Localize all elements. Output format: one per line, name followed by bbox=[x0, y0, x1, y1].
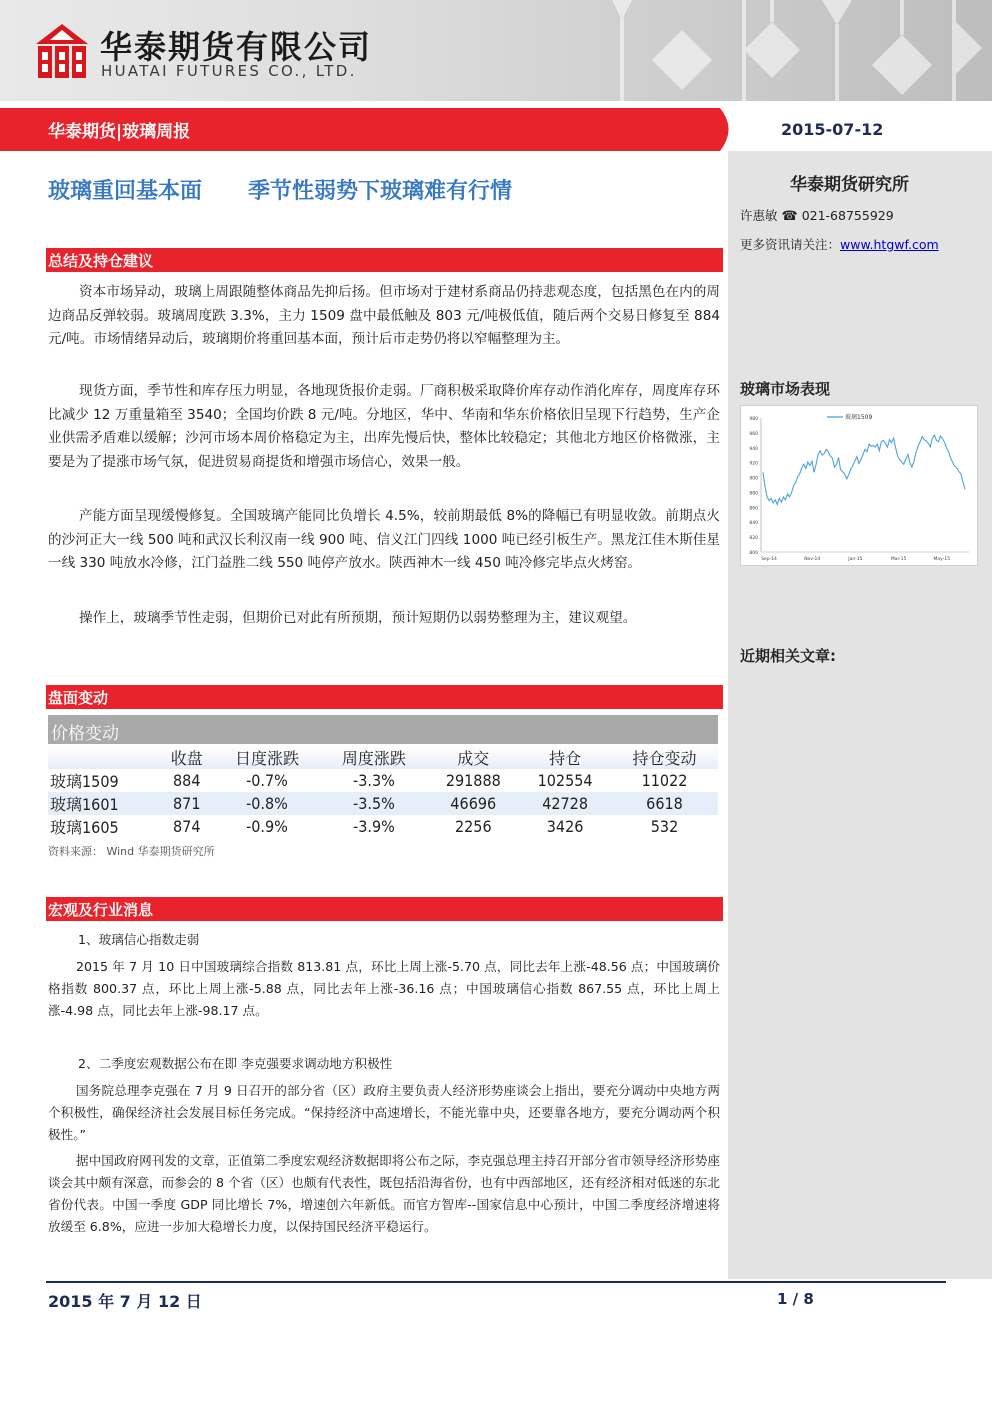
report-date: 2015-07-12 bbox=[781, 120, 884, 139]
company-name-cn: 华泰期货有限公司 bbox=[100, 28, 373, 66]
page-number: 1 / 8 bbox=[777, 1290, 814, 1308]
table-cell: 11022 bbox=[641, 771, 688, 790]
x-tick-label: Jan-15 bbox=[848, 557, 863, 562]
column-header: 日度涨跌 bbox=[213, 745, 320, 769]
y-tick-label: 880 bbox=[749, 491, 758, 497]
summary-heading: 总结及持仓建议 bbox=[48, 252, 154, 270]
column-header: 持仓 bbox=[519, 745, 611, 769]
header-decoration bbox=[572, 0, 992, 101]
news-title: 1、玻璃信心指数走弱 bbox=[78, 932, 200, 947]
summary-paragraph: 操作上，玻璃季节性走弱，但期价已对此有所预期，预计短期仍以弱势整理为主，建议观望。 bbox=[79, 610, 637, 626]
table-cell: 871 bbox=[160, 792, 213, 815]
analyst-phone: 021-68755929 bbox=[801, 208, 894, 223]
report-title: 华泰期货|玻璃周报 bbox=[48, 122, 191, 142]
y-tick-label: 800 bbox=[749, 551, 758, 556]
series-line bbox=[763, 435, 965, 504]
price-chart-svg bbox=[741, 406, 977, 565]
news-title: 2、二季度宏观数据公布在即 李克强要求调动地方积极性 bbox=[78, 1056, 393, 1071]
table-cell: 884 bbox=[173, 771, 201, 790]
y-tick-label: 920 bbox=[749, 461, 758, 467]
phone-icon: ☎ bbox=[781, 209, 798, 224]
market-performance-heading: 玻璃市场表现 bbox=[740, 380, 831, 398]
x-tick-label: Nov-14 bbox=[804, 557, 821, 562]
footer-divider bbox=[46, 1281, 946, 1283]
table-cell: -3.5% bbox=[320, 792, 427, 815]
website-link[interactable]: www.htgwf.com bbox=[840, 237, 939, 252]
table-cell: 291888 bbox=[445, 771, 501, 790]
table-source: 资料来源： Wind 华泰期货研究所 bbox=[48, 845, 215, 858]
table-cell: -3.9% bbox=[353, 817, 395, 836]
y-tick-label: 860 bbox=[749, 506, 758, 512]
table-cell: -0.7% bbox=[246, 771, 288, 790]
sidebar bbox=[728, 151, 992, 1279]
table-cell: 玻璃1509 bbox=[50, 772, 119, 791]
related-articles-heading: 近期相关文章: bbox=[740, 647, 836, 665]
column-header: 周度涨跌 bbox=[320, 745, 427, 769]
column-header bbox=[48, 745, 160, 769]
analyst-contact bbox=[740, 206, 894, 224]
summary-paragraph: 现货方面，季节性和库存压力明显，各地现货报价走弱。厂商积极采取降价库存动作消化库存，周度库存环比减少 12 万重量箱至 3540；全国均价跌 8 元/吨。分地区，华中、华南和华东价格依旧呈现下行趋势，生产企业供需矛盾难以缓解；沙河市场本周价格稳定为主，出库先慢后快，整体比较稳定；其他北方地区价格微涨，主要是为了提涨市场气氛，促进贸易商提货和增强市场信心，效果一般。 bbox=[48, 383, 720, 470]
summary-section-bar bbox=[46, 248, 723, 272]
table-cell: 6618 bbox=[611, 792, 718, 815]
price-chart bbox=[740, 405, 978, 566]
y-tick-label: 840 bbox=[749, 521, 758, 527]
news-heading: 宏观及行业消息 bbox=[48, 901, 154, 919]
table-row bbox=[48, 769, 718, 792]
table-cell: 2256 bbox=[454, 817, 492, 836]
price-table-title-bar bbox=[48, 715, 718, 744]
y-tick-label: 900 bbox=[749, 476, 758, 482]
table-cell: 874 bbox=[173, 817, 201, 836]
page-title bbox=[48, 174, 512, 205]
more-info-label: 更多资讯请关注： bbox=[740, 237, 841, 252]
y-tick-label: 820 bbox=[749, 536, 758, 542]
y-tick-label: 980 bbox=[749, 417, 758, 422]
market-section-bar bbox=[46, 685, 723, 709]
price-table-title: 价格变动 bbox=[51, 724, 119, 744]
table-cell: 42728 bbox=[519, 792, 611, 815]
table-cell: 玻璃1605 bbox=[50, 818, 119, 837]
table-row bbox=[48, 815, 718, 838]
x-tick-label: May-15 bbox=[933, 557, 951, 562]
column-header: 收盘 bbox=[160, 745, 213, 769]
company-name-en: HUATAI FUTURES CO., LTD. bbox=[101, 62, 357, 80]
more-info bbox=[740, 235, 939, 253]
table-header-row bbox=[48, 745, 718, 769]
page-header bbox=[0, 0, 992, 101]
footer-date: 2015 年 7 月 12 日 bbox=[48, 1292, 202, 1311]
news-paragraph: 2015 年 7 月 10 日中国玻璃综合指数 813.81 点，环比上周上涨-5.70 点，同比去年上涨-48.56 点；中国玻璃价格指数 800.37 点，环比上周上涨-5.88 点，同比去年上涨-36.16 点；中国玻璃信心指数 867.55 点，环比上周上涨-4.98 点，同比去年上涨-98.17 点。 bbox=[48, 959, 720, 1018]
institute-name: 华泰期货研究所 bbox=[790, 175, 909, 195]
analyst-name: 许惠敏 bbox=[740, 208, 778, 223]
table-cell: 102554 bbox=[537, 771, 593, 790]
x-tick-label: Mar-15 bbox=[890, 557, 907, 562]
table-cell: -0.9% bbox=[246, 817, 288, 836]
news-section-bar bbox=[46, 897, 723, 921]
x-tick-label: Sep-14 bbox=[761, 557, 777, 562]
market-heading: 盘面变动 bbox=[48, 689, 109, 707]
title-sub: 季节性弱势下玻璃难有行情 bbox=[247, 179, 512, 204]
table-cell: 46696 bbox=[427, 792, 519, 815]
news-paragraph: 据中国政府网刊发的文章，正值第二季度宏观经济数据即将公布之际，李克强总理主持召开部分省市领导经济形势座谈会其中颇有深意，而参会的 8 个省（区）也颇有代表性，既包括沿海省份，也有中西部地区，还有经济相对低迷的东北省份代表。中国一季度 GDP 同比增长 7%，增速创六年新低。而官方智库--国家信息中心预计，中国二季度经济增速将放缓至 6.8%，应进一步加大稳增长力度，以保持国民经济平稳运行。 bbox=[48, 1153, 720, 1234]
table-cell: -0.8% bbox=[213, 792, 320, 815]
table-cell: 玻璃1601 bbox=[48, 792, 160, 815]
summary-paragraph: 产能方面呈现缓慢修复。全国玻璃产能同比负增长 4.5%，较前期最低 8%的降幅已有明显收敛。前期点火的沙河正大一线 500 吨和武汉长利汉南一线 900 吨、信义江门四线 1000 吨已经引板生产。黑龙江佳木斯佳星一线 330 吨放水冷修，江门益胜二线 550 吨停产放水。陕西神木一线 450 吨冷修完毕点火烤窑。 bbox=[48, 508, 720, 571]
column-header: 持仓变动 bbox=[611, 745, 718, 769]
y-tick-label: 940 bbox=[749, 446, 758, 452]
summary-paragraph: 资本市场异动，玻璃上周跟随整体商品先抑后扬。但市场对于建材系商品仍持悲观态度，包括黑色在内的周边商品反弹较弱。玻璃周度跌 3.3%，主力 1509 盘中最低触及 803 元/吨极低值，随后两个交易日修复至 884 元/吨。市场情绪异动后，玻璃期价将重回基本面，预计后市走势仍将以窄幅整理为主。 bbox=[48, 284, 720, 347]
table-cell: 532 bbox=[650, 817, 679, 836]
price-table bbox=[48, 745, 718, 838]
table-cell: -3.3% bbox=[353, 771, 395, 790]
y-tick-label: 960 bbox=[749, 431, 758, 437]
legend-label: 玻璃1509 bbox=[845, 414, 873, 421]
table-row bbox=[48, 792, 718, 815]
column-header: 成交 bbox=[427, 745, 519, 769]
news-paragraph: 国务院总理李克强在 7 月 9 日召开的部分省（区）政府主要负责人经济形势座谈会上指出，要充分调动中央地方两个积极性，确保经济社会发展目标任务完成。“保持经济中高速增长，不能光靠中央，还要靠各地方，要充分调动两个积极性。” bbox=[48, 1083, 720, 1142]
company-logo-icon bbox=[34, 22, 90, 80]
table-cell: 3426 bbox=[546, 817, 584, 836]
title-main: 玻璃重回基本面 bbox=[48, 179, 203, 204]
